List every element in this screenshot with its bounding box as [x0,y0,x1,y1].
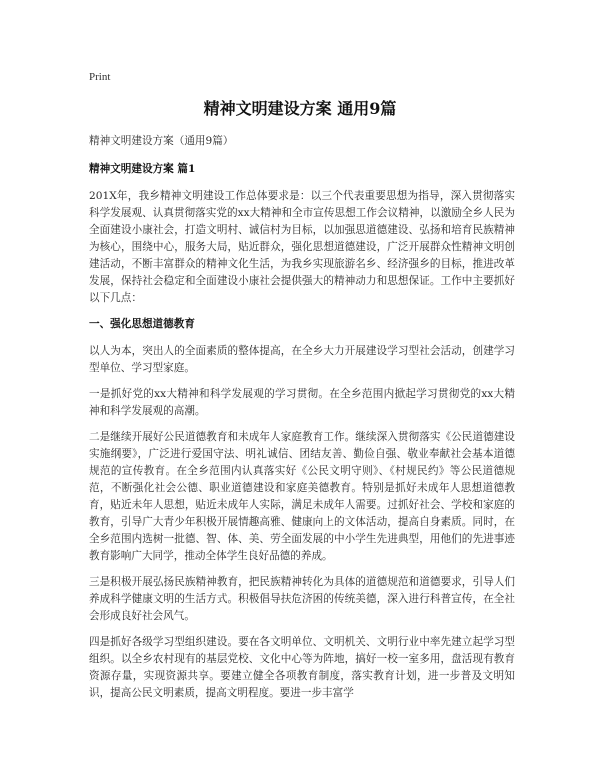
document-subtitle: 精神文明建设方案（通用9篇） [89,135,234,147]
paragraph-5: 四是抓好各级学习型组织建设。要在各文明单位、文明机关、文明行业中率先建立起学习型组织。以全乡农村现有的基层党校、文化中心等为阵地，搞好一校一室多用，盘活现有教育资源存量，实现资源共享。要建立健全各项教育制度，落实教育计划，进一步普及文明知识，提高公民文明素质，提高文明程度。要进一步丰富学 [89,636,515,699]
paragraph-4: 三是积极开展弘扬民族精神教育，把民族精神转化为具体的道德规范和道德要求，引导人们养成科学健康文明的生活方式。积极倡导扶危济困的传统美德，深入进行科普宣传，在全社会形成良好社会风气。 [89,576,515,622]
part1-heading: 一、强化思想道德教育 [89,318,195,330]
paragraph-1: 以人为本，突出人的全面素质的整体提高，在全乡大力开展建设学习型社会活动，创建学习型单位、学习型家庭。 [89,345,515,374]
paragraph-3: 二是继续开展好公民道德教育和未成年人家庭教育工作。继续深入贯彻落实《公民道德建设实施纲要》，广泛进行爱国守法、明礼诚信、团结友善、勤俭自强、敬业奉献社会基本道德规范的宣传教育。在全乡范围内认真落实好《公民文明守则》、《村规民约》等公民道德规范，不断强化社会公德、职业道德建设和家庭美德教育。特别是抓好未成年人思想道德教育，贴近未年人思想，贴近未成年人实际，满足未成年人需要。过抓好社会、学校和家庭的教育，引导广大青少年积极开展情趣高雅、健康向上的文体活动，提高自身素质。同时，在全乡范围内选树一批德、智、体、美、劳全面发展的中小学生先进典型，用他们的先进事迹教育影响广大同学，推动全体学生良好品德的养成。 [89,431,515,562]
document-title: 精神文明建设方案 通用9篇 [203,99,397,118]
document-body [89,133,515,711]
paragraph-2: 一是抓好党的xx大精神和科学发展观的学习贯彻。在全乡范围内掀起学习贯彻党的xx大精神和科学发展观的高潮。 [89,388,515,417]
intro-paragraph: 201X年，我乡精神文明建设工作总体要求是：以三个代表重要思想为指导，深入贯彻落实科学发展观、认真贯彻落实党的xx大精神和全市宣传思想工作会议精神，以激励全乡人民为全面建设小康社会，打造文明村、诚信村为目标，以加强思道德建设、弘扬和培育民族精神为核心，围绕中心，服务大局，贴近群众，强化思想道德建设，广泛开展群众性精神文明创建活动，不断丰富群众的精神文化生活，为我乡实现旅游名乡、经济强乡的目标，推进改革发展，保持社会稳定和全面建设小康社会提供强大的精神动力和思想保证。工作中主要抓好以下几点： [89,190,515,304]
print-label[interactable]: Print [89,71,111,83]
section-heading: 精神文明建设方案 篇1 [89,163,196,175]
